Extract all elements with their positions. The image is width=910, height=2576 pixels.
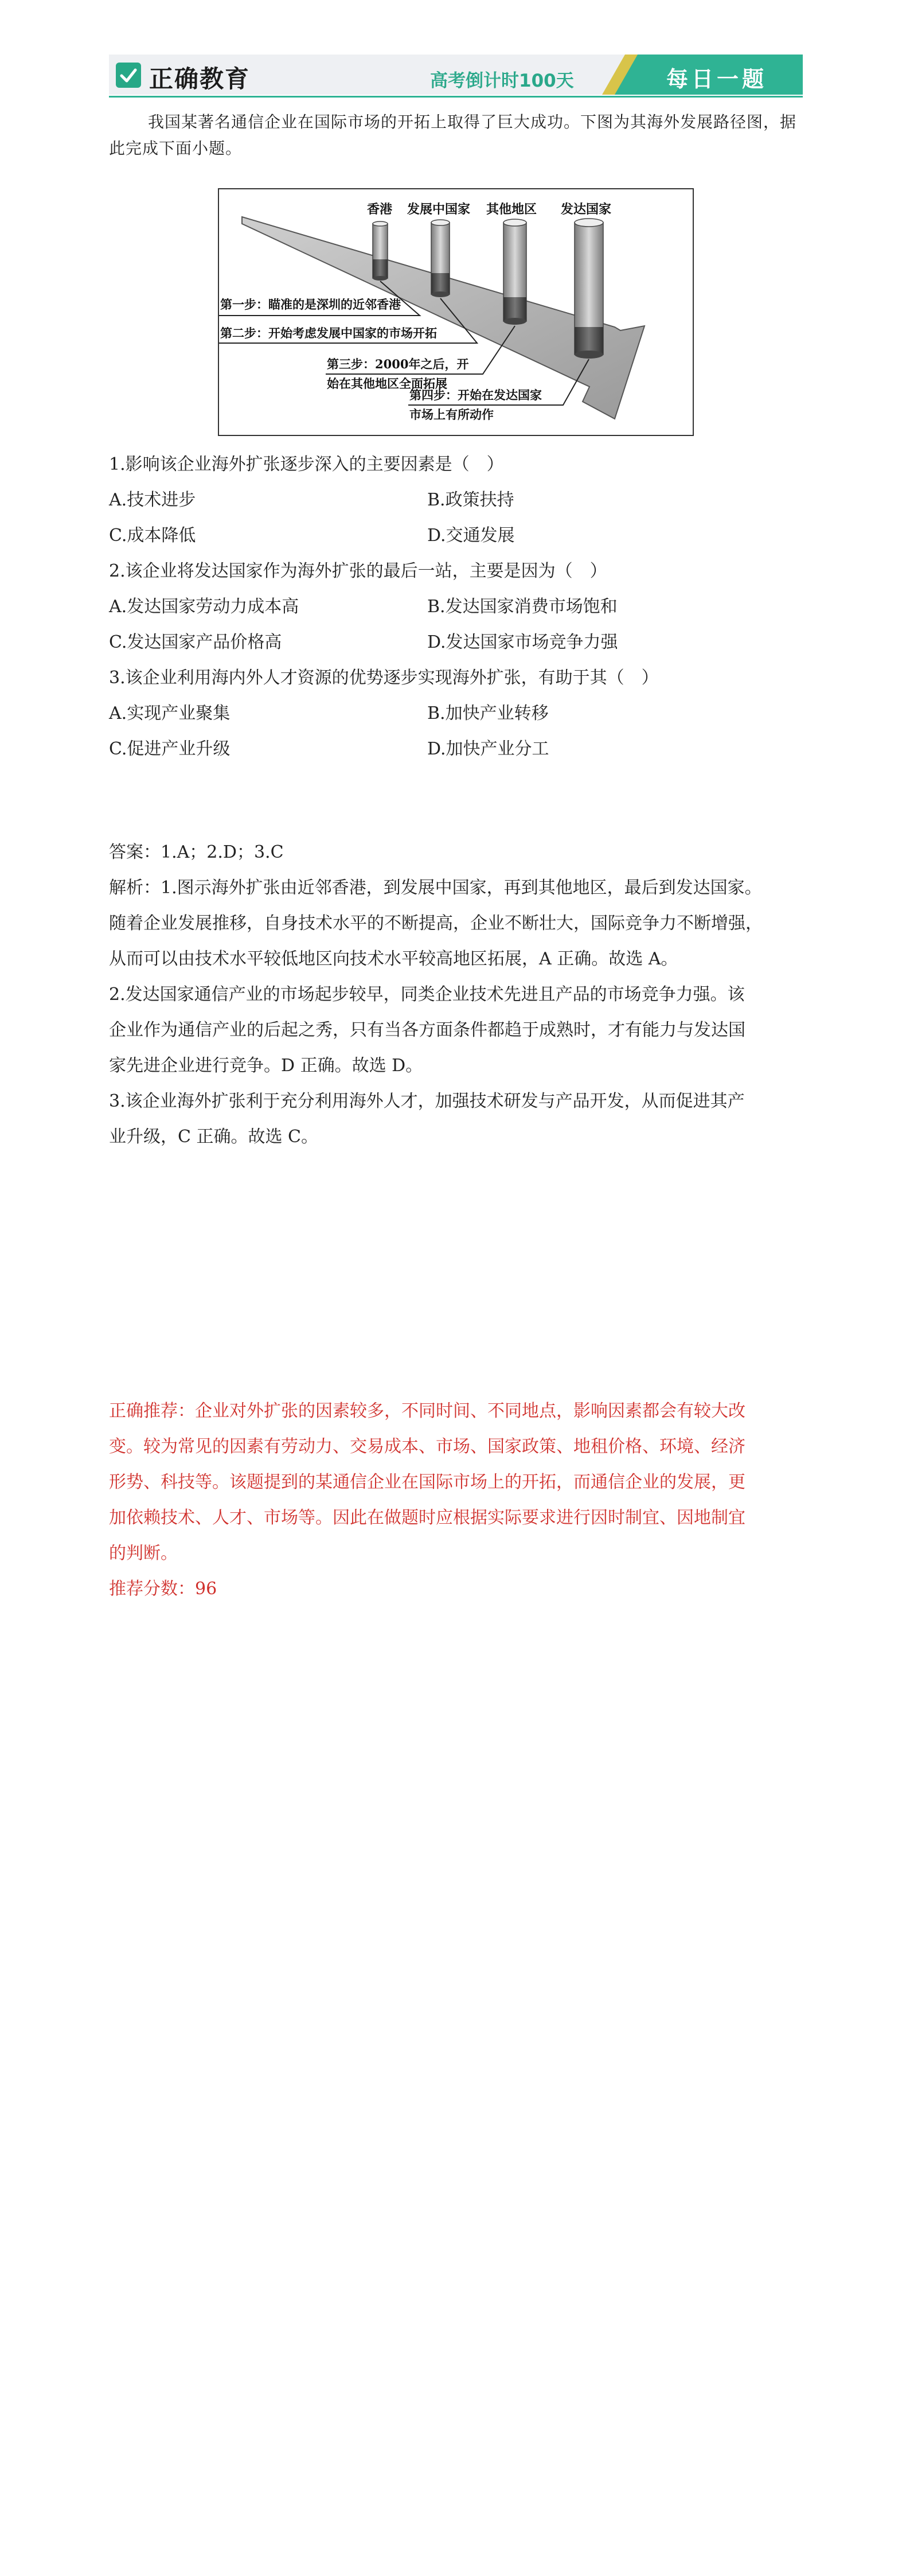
analysis-line-7: 3.该企业海外扩张利于充分利用海外人才，加强技术研发与产品开发，从而促进其产 [109,1091,745,1111]
recommend-line-2: 变。较为常见的因素有劳动力、交易成本、市场、国家政策、地租价格、环境、经济 [109,1437,745,1457]
daily-question-tag [602,55,803,95]
question-2-option-a: A.发达国家劳动力成本高 [109,597,299,617]
step-1-label: 第一步：瞄准的是深圳的近邻香港 [220,297,401,312]
checkmark-logo-icon [116,63,141,88]
recommend-line-3: 形势、科技等。该题提到的某通信企业在国际市场上的开拓，而通信企业的发展，更 [109,1472,745,1492]
cylinder-developing [431,220,450,297]
question-3-option-b: B.加快产业转移 [427,703,549,723]
brand-name: 正确教育 [149,65,251,93]
countdown-text: 高考倒计时100天 [430,71,574,91]
question-2-option-c: C.发达国家产品价格高 [109,632,282,652]
question-3-option-a: A.实现产业聚集 [109,703,231,723]
cylinder-developed [575,219,603,359]
analysis-line-3: 从而可以由技术水平较低地区向技术水平较高地区拓展，A 正确。故选 A。 [109,949,678,969]
question-3-option-d: D.加快产业分工 [427,739,549,759]
analysis-line-4: 2.发达国家通信产业的市场起步较早，同类企业技术先进且产品的市场竞争力强。该 [109,985,745,1005]
expansion-path-figure [218,188,694,436]
question-3-stem: 3.该企业利用海内外人才资源的优势逐步实现海外扩张，有助于其（ ） [109,668,659,688]
question-1-option-a: A.技术进步 [109,490,196,510]
step-3-label-line2: 始在其他地区全面拓展 [327,376,447,391]
header-underline [109,96,803,98]
region-label-developing: 发展中国家 [407,202,471,217]
question-3-option-c: C.促进产业升级 [109,739,231,759]
recommend-line-5: 的判断。 [109,1543,178,1563]
question-1-stem: 1.影响该企业海外扩张逐步深入的主要因素是（ ） [109,454,504,474]
recommend-score: 推荐分数：96 [109,1579,217,1599]
analysis-line-1: 解析：1.图示海外扩张由近邻香港，到发展中国家，再到其他地区，最后到发达国家。 [109,878,762,898]
region-label-hongkong: 香港 [367,202,393,217]
question-intro: 我国某著名通信企业在国际市场的开拓上取得了巨大成功。下图为其海外发展路径图，据此完成下面小题。 [109,112,797,158]
daily-question-label: 每日一题 [666,67,768,92]
question-1-option-c: C.成本降低 [109,526,196,546]
analysis-line-8: 业升级，C 正确。故选 C。 [109,1127,318,1147]
question-2-stem: 2.该企业将发达国家作为海外扩张的最后一站，主要是因为（ ） [109,561,607,581]
step-4-label-line2: 市场上有所动作 [409,407,494,422]
page-header [109,55,803,99]
answer-line: 答案：1.A；2.D；3.C [109,842,284,862]
step-4-label-line1: 第四步：开始在发达国家 [409,388,542,402]
analysis-line-2: 随着企业发展推移，自身技术水平的不断提高，企业不断壮大，国际竞争力不断增强， [109,913,763,933]
cylinder-hongkong [373,221,388,281]
step-3-label-line1: 第三步：2000年之后，开 [327,357,469,371]
analysis-line-5: 企业作为通信产业的后起之秀，只有当各方面条件都趋于成熟时，才有能力与发达国 [109,1020,745,1040]
region-label-developed: 发达国家 [561,202,612,217]
region-label-other: 其他地区 [486,202,537,217]
question-2-option-b: B.发达国家消费市场饱和 [427,597,618,617]
recommend-line-1: 正确推荐：企业对外扩张的因素较多，不同时间、不同地点，影响因素都会有较大改 [109,1401,745,1421]
question-2-option-d: D.发达国家市场竞争力强 [427,632,618,652]
analysis-line-6: 家先进企业进行竞争。D 正确。故选 D。 [109,1056,423,1076]
question-1-option-b: B.政策扶持 [427,490,514,510]
cylinder-other-regions [503,219,526,325]
recommend-line-4: 加依赖技术、人才、市场等。因此在做题时应根据实际要求进行因时制宜、因地制宜 [109,1508,745,1528]
step-2-label: 第二步：开始考虑发展中国家的市场开拓 [220,326,437,340]
question-1-option-d: D.交通发展 [427,526,515,546]
